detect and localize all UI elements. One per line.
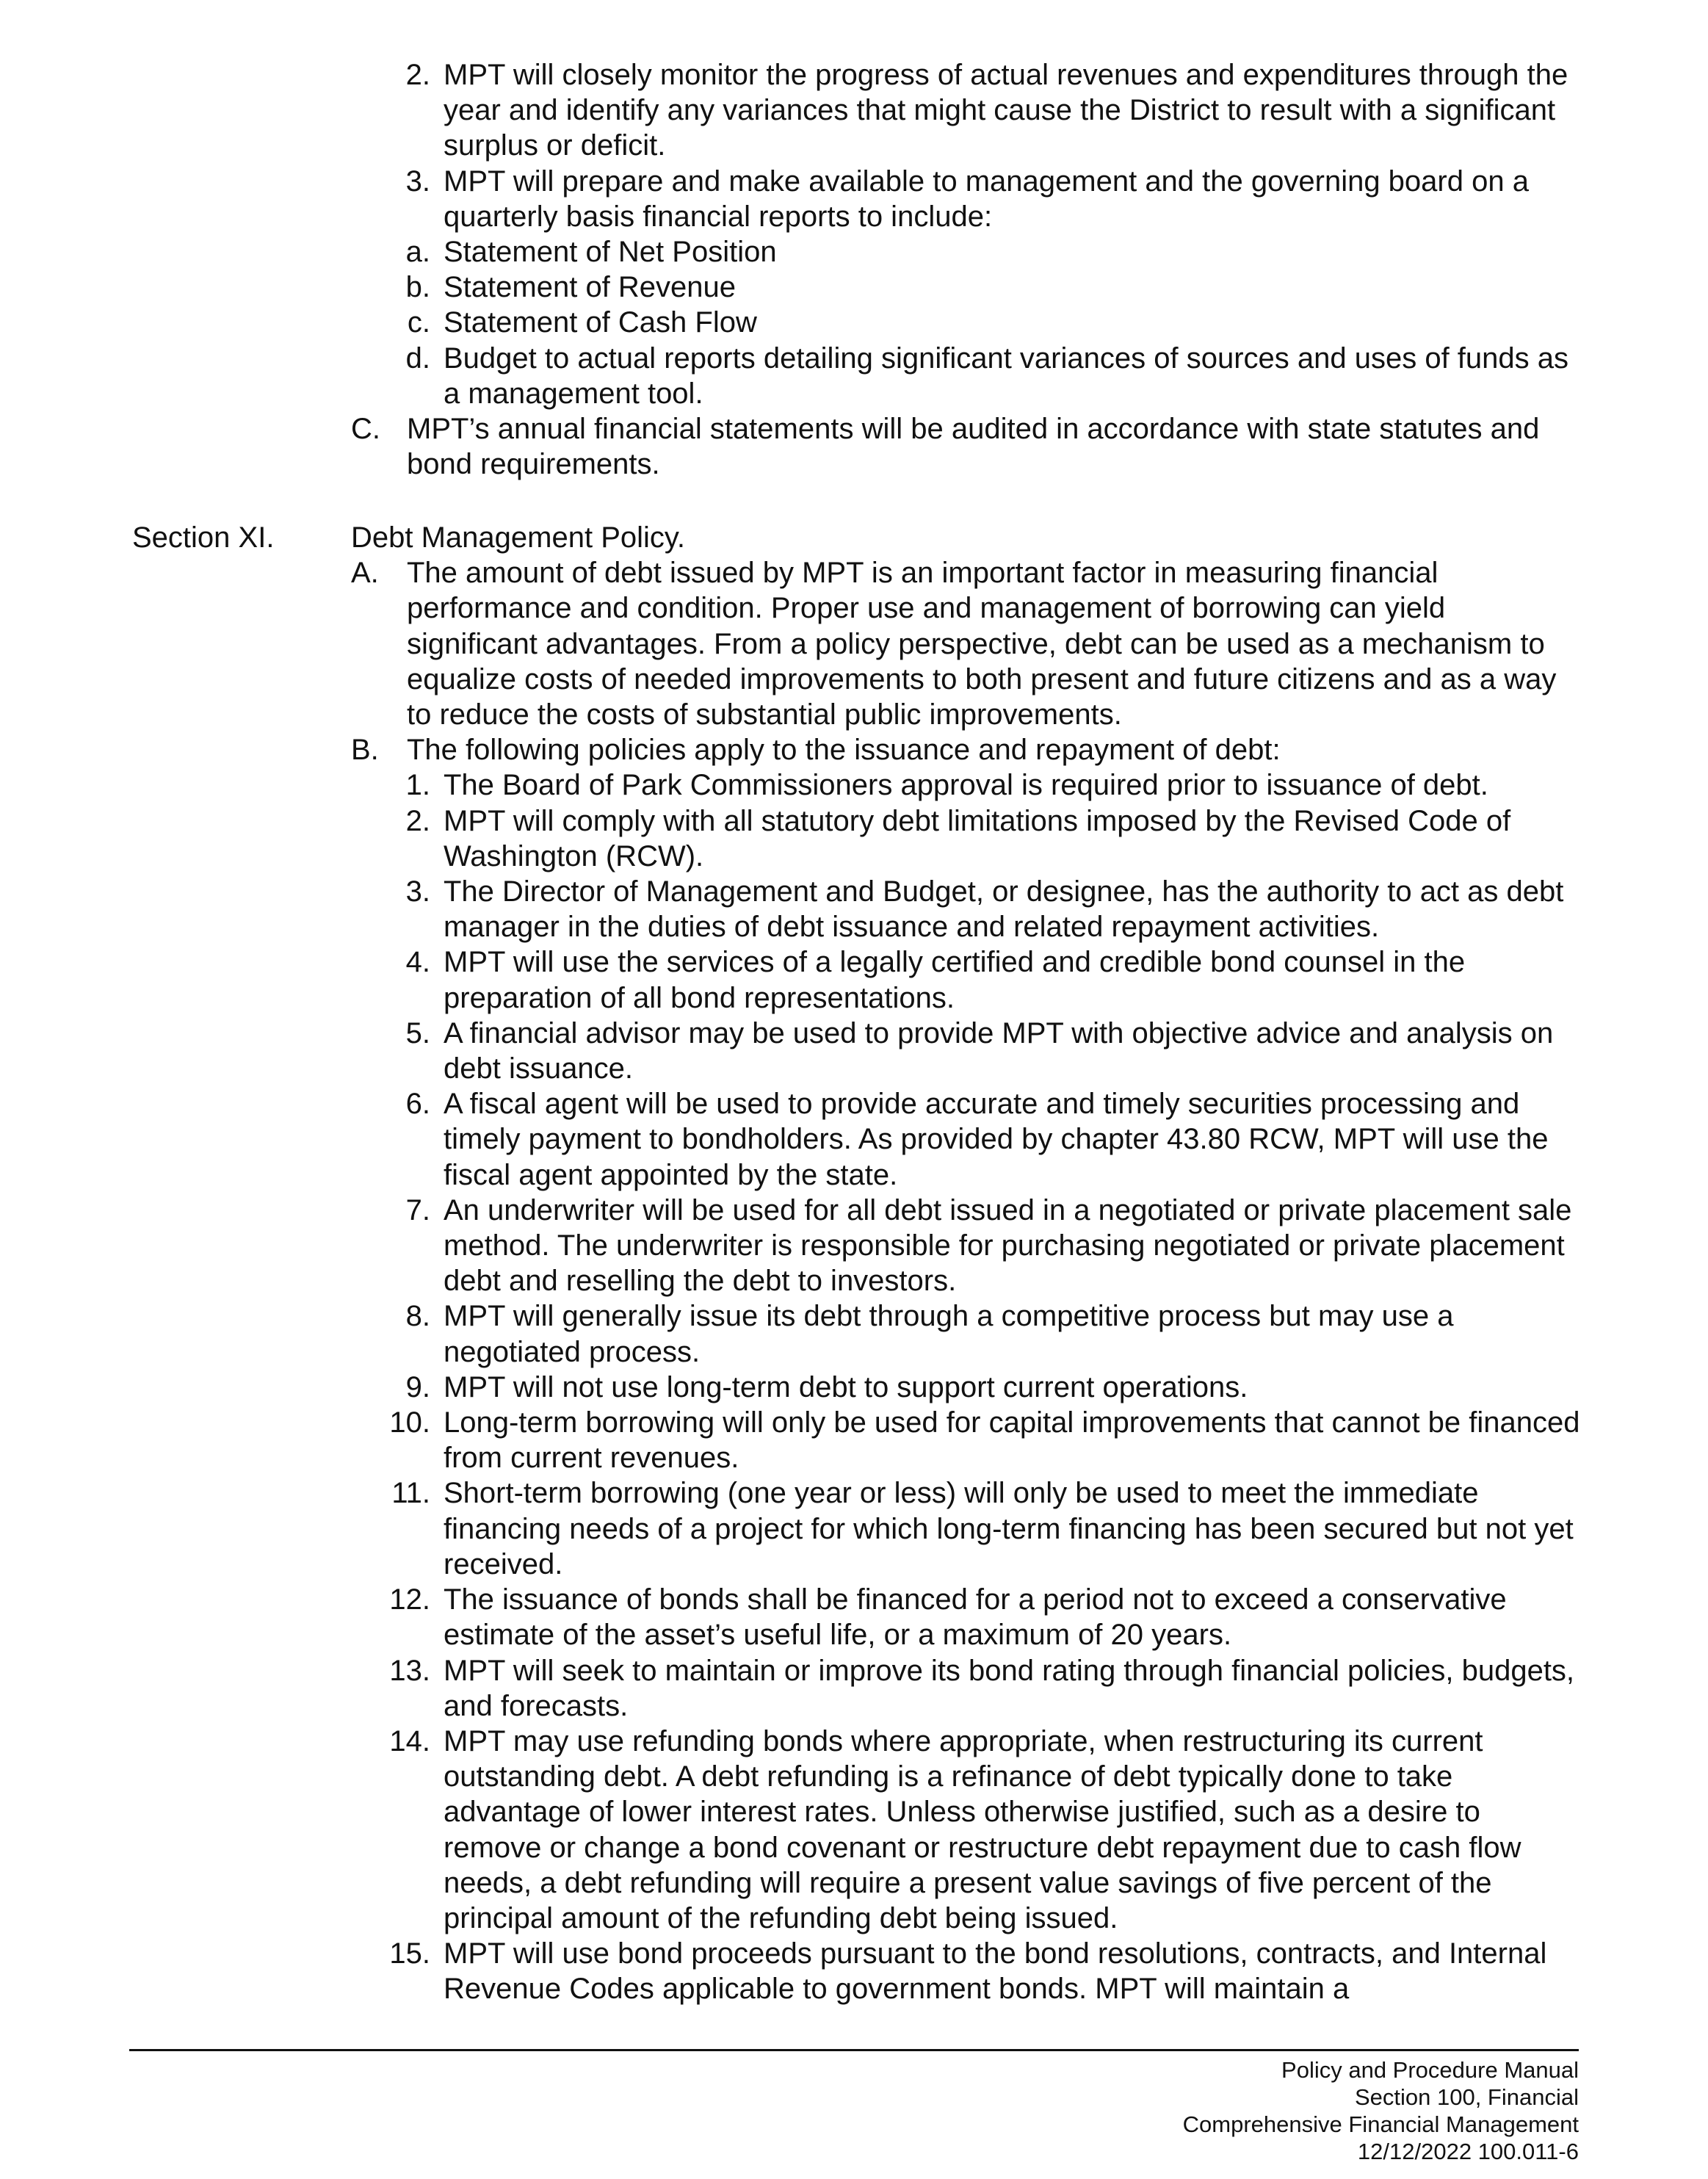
list-text: MPT will use the services of a legally certified and credible bond counsel in the preparation of all bond representations. xyxy=(444,946,1466,1014)
list-marker: 11. xyxy=(391,1477,430,1510)
list-marker: 4. xyxy=(405,946,430,979)
list-text: A fiscal agent will be used to provide accurate and timely securities processing and timely payment to bondholders. As provided by chapter 43.80 RCW, MPT will use the fiscal agent appointed by the state. xyxy=(444,1088,1549,1191)
list-marker: a. xyxy=(405,236,430,269)
list-marker: C. xyxy=(351,413,380,446)
list-marker: 6. xyxy=(405,1088,430,1121)
list-item xyxy=(388,270,1708,305)
list-text: The amount of debt issued by MPT is an important factor in measuring financial performance and condition. Proper use and management of borrowing can yield significant advantages. From a policy perspective, debt can be used as a mechanism to equalize costs of needed improvements to both present and future citizens and as a way to reduce the costs of substantial public improvements. xyxy=(407,557,1557,731)
list-text: An underwriter will be used for all debt issued in a negotiated or private placement sale method. The underwriter is responsible for purchasing negotiated or private placement debt and reselling the debt to investors. xyxy=(444,1193,1572,1298)
policy-item xyxy=(388,1193,1708,1299)
list-text: MPT will use bond proceeds pursuant to the bond resolutions, contracts, and Internal Revenue Codes applicable to government bonds. MPT will maintain a xyxy=(444,1937,1547,2006)
policy-item xyxy=(388,874,1708,944)
list-text: Statement of Cash Flow xyxy=(444,306,757,339)
policy-item xyxy=(388,1653,1708,1724)
policy-item xyxy=(388,1370,1708,1405)
list-marker: 2. xyxy=(405,804,430,837)
list-text: Statement of Revenue xyxy=(444,271,737,304)
policy-item xyxy=(388,1475,1708,1582)
list-marker: b. xyxy=(405,271,430,304)
footer-manual-title: Policy and Procedure Manual xyxy=(1281,2057,1579,2083)
list-text: A financial advisor may be used to provide MPT with objective advice and analysis on debt issuance. xyxy=(444,1016,1554,1085)
list-marker: 2. xyxy=(405,59,430,91)
list-text: Long-term borrowing will only be used for capital improvements that cannot be financed from current revenues. xyxy=(444,1406,1580,1475)
list-text: MPT will seek to maintain or improve its bond rating through financial policies, budgets, and forecasts. xyxy=(444,1654,1575,1722)
policy-item xyxy=(388,1405,1708,1475)
list-item xyxy=(388,341,1708,411)
list-text: MPT will not use long-term debt to support current operations. xyxy=(444,1370,1248,1403)
list-item xyxy=(388,234,1708,270)
policy-item xyxy=(388,1016,1708,1086)
list-marker: d. xyxy=(405,342,430,375)
list-text: Short-term borrowing (one year or less) will only be used to meet the immediate financing needs of a project for which long-term financing has been secured but not yet received. xyxy=(444,1477,1574,1580)
policy-item xyxy=(388,944,1708,1015)
list-marker: 14. xyxy=(389,1724,430,1757)
list-text: The Director of Management and Budget, or designee, has the authority to act as debt manager in the duties of debt issuance and related repayment activities. xyxy=(444,875,1564,944)
footer-divider xyxy=(129,2049,1579,2051)
list-text: MPT will prepare and make available to management and the governing board on a quarterly basis financial reports to include: xyxy=(444,165,1529,233)
list-marker: B. xyxy=(351,734,379,767)
list-marker: 9. xyxy=(405,1370,430,1403)
list-item-c xyxy=(351,411,1708,482)
list-marker: 8. xyxy=(405,1300,430,1333)
list-text: MPT’s annual financial statements will be audited in accordance with state statutes and bond requirements. xyxy=(407,413,1540,481)
policy-item xyxy=(388,1582,1708,1652)
list-text: Statement of Net Position xyxy=(444,236,777,269)
list-marker: 7. xyxy=(405,1193,430,1226)
page-footer xyxy=(1183,2056,1579,2165)
policy-item xyxy=(388,1724,1708,1936)
list-text: MPT will closely monitor the progress of actual revenues and expenditures through the year and identify any variances that might cause the District to result with a significant surplus or deficit. xyxy=(444,59,1568,162)
list-item xyxy=(388,305,1708,340)
list-marker: 13. xyxy=(389,1654,430,1687)
continued-list xyxy=(0,57,1708,482)
list-marker: 10. xyxy=(389,1406,430,1439)
policy-item xyxy=(388,767,1708,803)
list-marker: 5. xyxy=(405,1016,430,1049)
list-marker: 3. xyxy=(405,875,430,908)
list-item xyxy=(388,164,1708,234)
list-item xyxy=(388,57,1708,164)
section-title: Debt Management Policy. xyxy=(351,521,686,554)
list-marker: 15. xyxy=(389,1937,430,1970)
policy-item xyxy=(388,1936,1708,2006)
footer-topic: Comprehensive Financial Management xyxy=(1182,2111,1579,2137)
section-xi xyxy=(0,520,1708,2007)
list-marker: c. xyxy=(407,306,430,339)
footer-section: Section 100, Financial xyxy=(1354,2084,1579,2110)
policy-item xyxy=(388,1298,1708,1369)
list-text: The Board of Park Commissioners approval is required prior to issuance of debt. xyxy=(444,769,1488,802)
policy-item xyxy=(388,803,1708,874)
list-text: Budget to actual reports detailing significant variances of sources and uses of funds as a management tool. xyxy=(444,342,1569,410)
list-text: MPT may use refunding bonds where appropriate, when restructuring its current outstanding debt. A debt refunding is a refinance of debt typically done to take advantage of lower interest rates. Unless otherwise justified, such as a desire to remove or change a bond covenant or restructure debt repayment due to cash flow needs, a debt refunding will require a present value savings of five percent of the principal amount of the refunding debt being issued. xyxy=(444,1724,1521,1934)
section-label: Section XI. xyxy=(132,521,275,554)
list-text: MPT will comply with all statutory debt limitations imposed by the Revised Code of Washington (RCW). xyxy=(444,804,1511,872)
list-marker: 12. xyxy=(389,1583,430,1616)
list-item-b xyxy=(351,732,1708,767)
list-item-a xyxy=(351,555,1708,732)
list-text: The following policies apply to the issuance and repayment of debt: xyxy=(407,734,1281,767)
list-text: The issuance of bonds shall be financed for a period not to exceed a conservative estimate of the asset’s useful life, or a maximum of 20 years. xyxy=(444,1583,1507,1652)
list-marker: 3. xyxy=(405,165,430,198)
list-marker: A. xyxy=(351,557,379,590)
list-marker: 1. xyxy=(405,769,430,802)
policy-item xyxy=(388,1086,1708,1193)
list-text: MPT will generally issue its debt through a competitive process but may use a negotiated process. xyxy=(444,1300,1454,1368)
section-heading xyxy=(0,520,1708,555)
footer-date-page: 12/12/2022 100.011-6 xyxy=(1357,2139,1579,2164)
